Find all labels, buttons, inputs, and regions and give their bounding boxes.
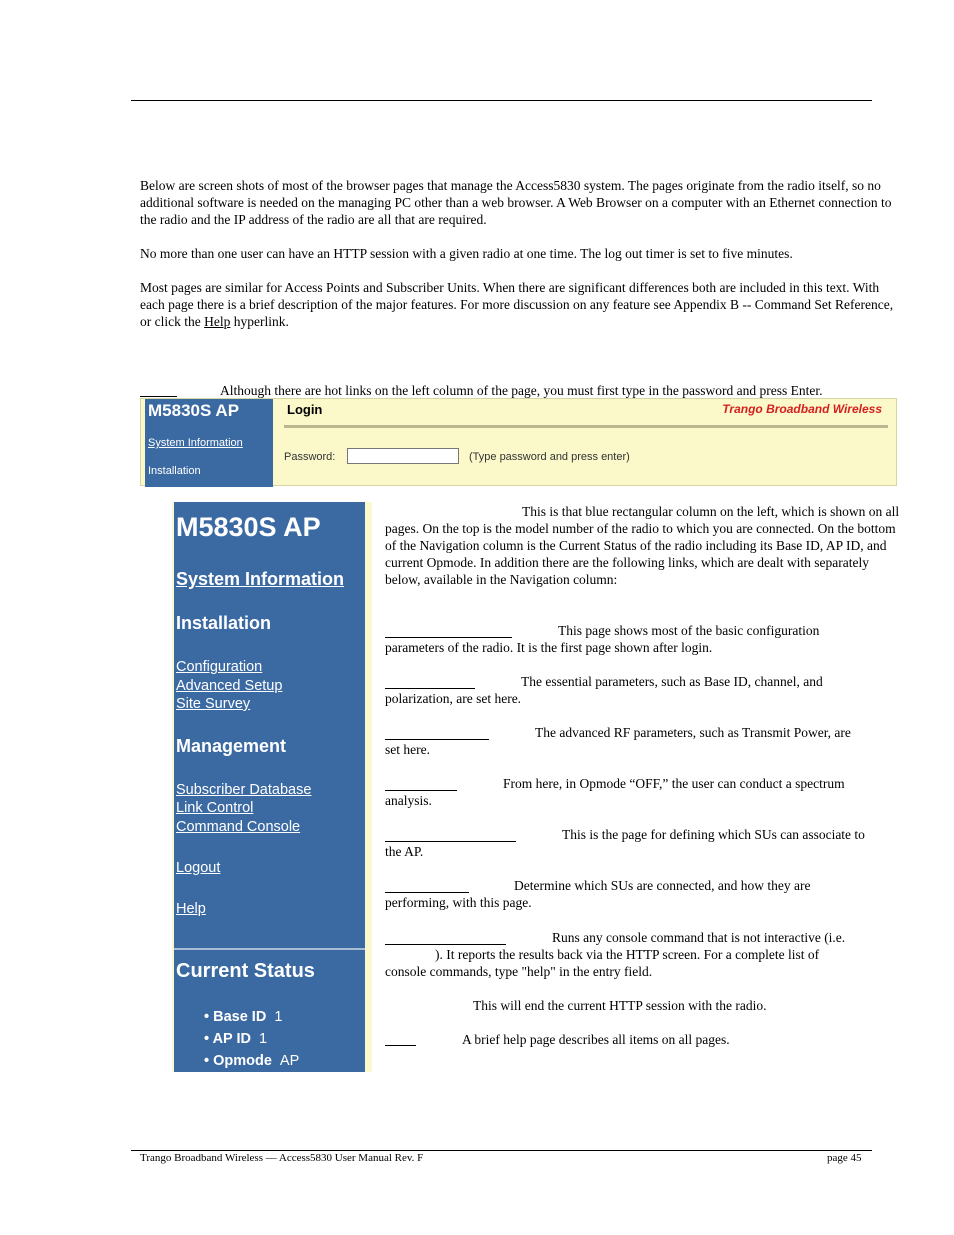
link-term-blank xyxy=(385,892,469,893)
status-opmode: • Opmode AP xyxy=(204,1053,300,1069)
sysinfo-desc-a: This page shows most of the basic configuration xyxy=(558,623,820,638)
header-rule xyxy=(131,100,872,101)
help-hyperlink[interactable]: Help xyxy=(204,314,231,329)
footer-left: Trango Broadband Wireless — Access5830 User Manual Rev. F xyxy=(140,1152,424,1164)
footer-page-number: page 45 xyxy=(827,1152,862,1164)
status-opmode-value: AP xyxy=(279,1053,300,1069)
nav-current-status: Current Status xyxy=(176,960,315,982)
intro-paragraph-3 xyxy=(140,279,900,330)
nav-model-name: M5830S AP xyxy=(176,512,321,542)
link-desc-b: performing, with this page. xyxy=(385,895,532,910)
nav-link-advanced-setup[interactable]: Advanced Setup xyxy=(176,678,283,694)
cmd-desc-b: ). It reports the results back via the HTTP screen. For a complete list of xyxy=(435,947,820,962)
adv-desc-b: set here. xyxy=(385,742,430,757)
nav-link-link-control[interactable]: Link Control xyxy=(176,800,254,816)
config-term-blank xyxy=(385,688,475,689)
nav-description xyxy=(385,503,900,588)
adv-term-blank xyxy=(385,739,489,740)
cmd-desc-a: Runs any console command that is not interactive (i.e. xyxy=(552,930,846,945)
login-model-name: M5830S AP xyxy=(148,401,240,420)
password-hint: (Type password and press enter) xyxy=(469,451,630,463)
login-divider xyxy=(284,425,888,428)
sysinfo-desc-b: parameters of the radio. It is the first page shown after login. xyxy=(385,640,713,655)
status-ap-id-value: 1 xyxy=(259,1031,268,1047)
help-term-blank xyxy=(385,1045,416,1046)
nav-separator xyxy=(174,948,365,950)
link-desc-a: Determine which SUs are connected, and how they are xyxy=(514,878,811,893)
nav-description-text: This is that blue rectangular column on the left, which is shown on all pages. On the top is the model number of the radio to which you are connected. On the bottom of the Navigation column is the Current Status of the radio including its Base ID, AP ID, and current Opmode. In addition there are the following links, which are dealt with separately below, available in the Navigation column: xyxy=(385,504,900,587)
login-brand: Trango Broadband Wireless xyxy=(722,402,882,416)
intro-paragraph-3-text: Most pages are similar for Access Points and Subscriber Units. When there are significant differences both are included in this text. With each page there is a brief description of the major features. For more discussion on any feature see Appendix B -- Command Set Reference, or click the xyxy=(140,280,894,329)
adv-desc-a: The advanced RF parameters, such as Transmit Power, are xyxy=(535,725,851,740)
password-input[interactable] xyxy=(347,448,459,464)
survey-term-blank xyxy=(385,790,457,791)
navigation-column xyxy=(174,502,365,1072)
sysinfo-term-blank xyxy=(385,637,512,638)
password-label: Password: xyxy=(284,451,336,463)
config-desc-b: polarization, are set here. xyxy=(385,691,522,706)
subdb-desc-a: This is the page for defining which SUs can associate to xyxy=(562,827,865,842)
status-base-id-label: Base ID xyxy=(213,1009,267,1025)
intro-paragraph-2: No more than one user can have an HTTP session with a given radio at one time. The log out timer is set to five minutes. xyxy=(140,246,793,261)
login-nav-installation[interactable]: Installation xyxy=(148,465,201,477)
login-heading-blank xyxy=(140,396,177,397)
nav-link-help[interactable]: Help xyxy=(176,901,206,917)
footer-rule xyxy=(131,1150,872,1151)
status-base-id: • Base ID 1 xyxy=(204,1009,283,1025)
login-screenshot xyxy=(140,398,897,486)
status-ap-id-label: AP ID xyxy=(212,1031,251,1047)
status-base-id-value: 1 xyxy=(274,1009,283,1025)
nav-link-configuration[interactable]: Configuration xyxy=(176,659,263,675)
nav-link-site-survey[interactable]: Site Survey xyxy=(176,696,251,712)
survey-desc-a: From here, in Opmode “OFF,” the user can conduct a spectrum xyxy=(503,776,845,791)
nav-management-heading: Management xyxy=(176,736,287,756)
subdb-term-blank xyxy=(385,841,516,842)
cmd-term-blank xyxy=(385,944,506,945)
intro-paragraph-3-end: hyperlink. xyxy=(230,314,289,329)
status-ap-id: • AP ID 1 xyxy=(204,1031,268,1047)
nav-system-information[interactable]: System Information xyxy=(176,569,345,589)
subdb-desc-b: the AP. xyxy=(385,844,424,859)
status-opmode-label: Opmode xyxy=(213,1053,272,1069)
nav-link-command-console[interactable]: Command Console xyxy=(176,819,301,835)
login-nav-system-information[interactable]: System Information xyxy=(148,437,243,449)
nav-installation-heading: Installation xyxy=(176,613,272,633)
login-nav-column xyxy=(145,399,273,487)
survey-desc-b: analysis. xyxy=(385,793,432,808)
help-desc: A brief help page describes all items on all pages. xyxy=(462,1032,730,1047)
nav-link-subscriber-database[interactable]: Subscriber Database xyxy=(176,782,312,798)
login-note: Although there are hot links on the left column of the page, you must first type in the password and press Enter. xyxy=(220,383,823,398)
config-desc-a: The essential parameters, such as Base ID, channel, and xyxy=(521,674,823,689)
nav-link-logout[interactable]: Logout xyxy=(176,860,221,876)
cmd-desc-c: console commands, type "help" in the entry field. xyxy=(385,964,653,979)
intro-paragraph-1: Below are screen shots of most of the browser pages that manage the Access5830 system. The pages originate from the radio itself, so no additional software is needed on the managing PC other than a web browser. A Web Browser on a computer with an Ethernet connection to the radio and the IP address of the radio are all that are required. xyxy=(140,178,892,227)
navigation-screenshot xyxy=(172,502,372,1072)
login-heading: Login xyxy=(287,402,323,417)
logout-desc: This will end the current HTTP session with the radio. xyxy=(473,998,767,1013)
